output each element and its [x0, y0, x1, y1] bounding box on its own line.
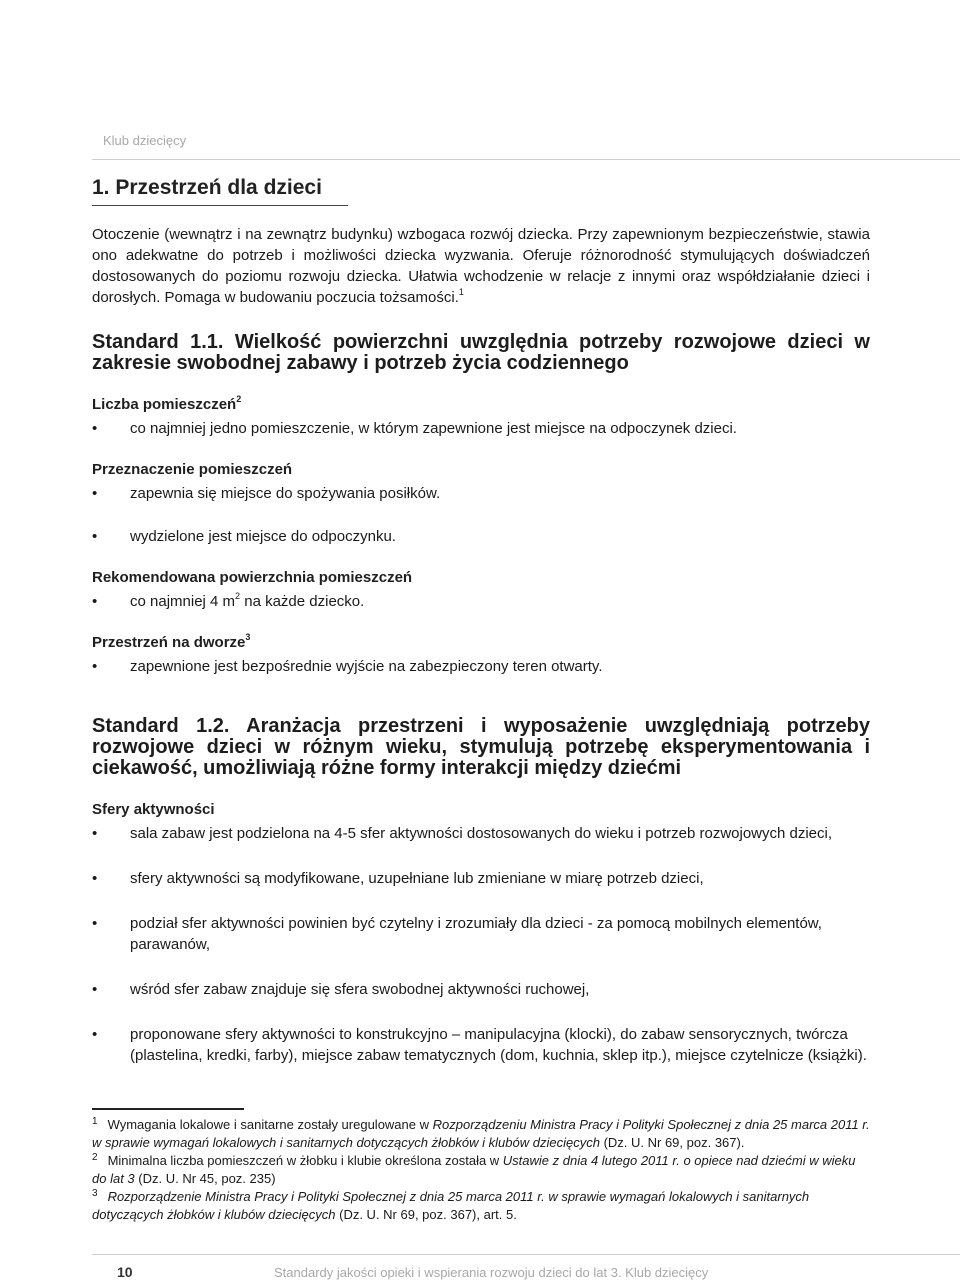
area-prefix: co najmniej 4 m	[130, 593, 236, 610]
footer-title: Standardy jakości opieki i wspierania rozwoju dzieci do lat 3. Klub dziecięcy	[274, 1265, 709, 1280]
list-item: • zapewnia się miejsce do spożywania posiłków.	[92, 483, 870, 504]
footnote-citation: Rozporządzeniu Ministra Pracy i Polityki Społecznej z dnia 25 marca 2011 r. w sprawie wymagań lokalowych i sanitarnych dotyczących żłobków i klubów dziecięcych	[92, 1117, 870, 1150]
list-item: • co najmniej jedno pomieszczenie, w którym zapewnione jest miejsce na odpoczynek dzieci.	[92, 418, 870, 439]
outdoor-space-list	[92, 656, 870, 677]
recommended-area-list	[92, 591, 870, 612]
footnote-source: (Dz. U. Nr 45, poz. 235)	[134, 1171, 276, 1186]
list-item: • sala zabaw jest podzielona na 4-5 sfer aktywności dostosowanych do wieku i potrzeb rozwojowych dzieci,	[92, 823, 870, 844]
footer-rule	[92, 1254, 960, 1255]
footnote-source: (Dz. U. Nr 69, poz. 367).	[599, 1135, 745, 1150]
footnote-citation: Rozporządzenie Ministra Pracy i Polityki Społecznej z dnia 25 marca 2011 r. w sprawie wymagań lokalowych i sanitarnych dotyczących żłobków i klubów dziecięcych	[92, 1189, 810, 1222]
list-item: • sfery aktywności są modyfikowane, uzupełniane lub zmieniane w miarę potrzeb dzieci,	[92, 868, 870, 889]
standard-1-1-title: Standard 1.1. Wielkość powierzchni uwzględnia potrzeby rozwojowe dzieci w zakresie swobodnej zabawy i potrzeb życia codziennego	[92, 331, 870, 374]
list-item: • zapewnione jest bezpośrednie wyjście na zabezpieczony teren otwarty.	[92, 656, 870, 677]
footnote-number: 1	[92, 1115, 98, 1127]
chapter-title-underline	[92, 205, 348, 206]
footnote-1	[92, 1116, 870, 1152]
chapter-intro	[92, 224, 870, 308]
footnote-3	[92, 1188, 870, 1224]
section-heading-recommended-area: Rekomendowana powierzchnia pomieszczeń	[92, 569, 413, 586]
running-header: Klub dziecięcy	[103, 133, 187, 148]
room-count-list	[92, 418, 870, 439]
footnotes	[92, 1108, 870, 1224]
intro-text: Otoczenie (wewnątrz i na zewnątrz budynku) wzbogaca rozwój dziecka. Przy zapewnionym bezpieczeństwie, stawia ono adekwatne do potrzeb i możliwości dziecka wyzwania. Oferuje różnorodność stymulujących doświadczeń dostosowanych do poziomu rozwoju dziecka. Ułatwia wchodzenie w relacje z innymi oraz współdziałanie dzieci i dorosłych. Pomaga w budowaniu poczucia tożsamości.	[92, 226, 870, 306]
list-item: • podział sfer aktywności powinien być czytelny i zrozumiały dla dzieci - za pomocą mobilnych elementów, parawanów,	[92, 913, 870, 955]
footnote-number: 3	[92, 1187, 98, 1199]
room-purpose-list	[92, 483, 870, 547]
list-item: • wśród sfer zabaw znajduje się sfera swobodnej aktywności ruchowej,	[92, 979, 870, 1000]
chapter-title: 1. Przestrzeń dla dzieci	[92, 176, 322, 199]
footnote-rule	[92, 1108, 244, 1110]
square-superscript: 2	[235, 591, 241, 601]
footnote-2	[92, 1152, 870, 1188]
section-heading-outdoor-space	[92, 632, 870, 653]
section-heading-text: Liczba pomieszczeń	[92, 396, 237, 413]
footnote-text: Wymagania lokalowe i sanitarne zostały uregulowane w	[107, 1117, 433, 1132]
footnote-ref-2[interactable]: 2	[236, 394, 242, 404]
activity-areas-list	[92, 823, 870, 1066]
section-heading-activity-areas: Sfery aktywności	[92, 801, 215, 818]
footnote-number: 2	[92, 1151, 98, 1163]
section-heading-room-purpose: Przeznaczenie pomieszczeń	[92, 461, 293, 478]
footnote-ref-3[interactable]: 3	[245, 632, 251, 642]
footnote-source: (Dz. U. Nr 69, poz. 367), art. 5.	[335, 1207, 517, 1222]
area-suffix: na każde dziecko.	[240, 593, 365, 610]
footnote-ref-1[interactable]: 1	[458, 287, 464, 297]
list-item: • wydzielone jest miejsce do odpoczynku.	[92, 526, 870, 547]
main-content	[92, 224, 870, 1066]
section-heading-text: Przestrzeń na dworze	[92, 634, 246, 651]
footnote-text: Minimalna liczba pomieszczeń w żłobku i klubie określona została w	[107, 1153, 503, 1168]
header-rule	[92, 159, 960, 160]
page-number: 10	[117, 1264, 133, 1280]
footnote-citation: Ustawie z dnia 4 lutego 2011 r. o opiece nad dziećmi w wieku do lat 3	[92, 1153, 856, 1186]
list-item: • proponowane sfery aktywności to konstrukcyjno – manipulacyjna (klocki), do zabaw sensorycznych, twórcza (plastelina, kredki, farby), miejsce zabaw tematycznych (dom, kuchnia, sklep itp.), miejsce czytelnicze (książki).	[92, 1024, 870, 1066]
standard-1-2-title: Standard 1.2. Aranżacja przestrzeni i wyposażenie uwzględniają potrzeby rozwojowe dzieci w różnym wieku, stymulują potrzebę eksperymentowania i ciekawość, umożliwiają różne formy interakcji między dziećmi	[92, 715, 870, 779]
list-item	[92, 591, 870, 612]
section-heading-room-count	[92, 394, 870, 415]
